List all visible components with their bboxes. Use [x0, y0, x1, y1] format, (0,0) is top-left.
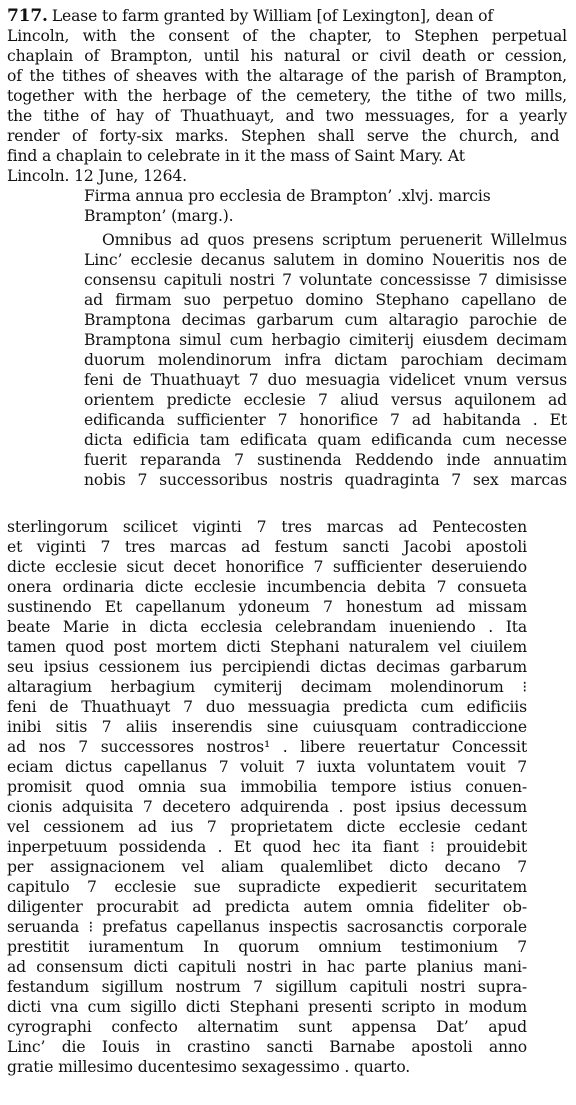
charter-line: edificanda sufficienter 7 honorifice 7 ad habitanda . Et [84, 411, 567, 429]
charter-line: festandum sigillum nostrum 7 sigillum capituli nostri supra- [7, 978, 527, 996]
charter-line: promisit quod omnia sua immobilia tempore istius conuen- [7, 778, 527, 796]
summary-line: find a chaplain to celebrate in it the mass of Saint Mary. At [7, 147, 465, 165]
summary-text: Lease to farm granted by William [of Lexington], dean of [51, 7, 494, 25]
charter-line: onera ordinaria dicte ecclesie incumbencia debita 7 consueta [7, 578, 527, 596]
charter-line: inperpetuum possidenda . Et quod hec ita fiant ⁝ prouidebit [7, 838, 527, 856]
charter-line: ad firmam suo perpetuo domino Stephano capellano de [84, 291, 567, 309]
summary-line: the tithe of hay of Thuathuayt, and two messuages, for a yearly [7, 107, 567, 125]
charter-line: dicti vna cum sigillo dicti Stephani presenti scripto in modum [7, 998, 527, 1016]
charter-line: per assignacionem vel aliam qualemlibet dicto decano 7 [7, 858, 527, 876]
charter-line: beate Marie in dicta ecclesia celebrandam inueniendo . Ita [7, 618, 527, 636]
summary-line: Lincoln. 12 June, 1264. [7, 167, 187, 185]
charter-line: eciam dictus capellanus 7 voluit 7 iuxta voluntatem vouit 7 [7, 758, 527, 776]
charter-line: consensu capituli nostri 7 voluntate concessisse 7 dimisisse [84, 271, 567, 289]
charter-line: Bramptona decimas garbarum cum altaragio parochie de [84, 311, 567, 329]
entry-number: 717. [7, 6, 48, 26]
charter-line: Bramptona simul cum herbagio cimiterij eiusdem decimam [84, 331, 567, 349]
summary-line: Lincoln, with the consent of the chapter, to Stephen perpetual [7, 27, 567, 45]
charter-line: dicta edificia tam edificata quam edificanda cum necesse [84, 431, 567, 449]
summary-line: chaplain of Brampton, until his natural or civil death or cession, [7, 47, 567, 65]
charter-line: feni de Thuathuayt 7 duo mesuagia videlicet vnum versus [84, 371, 567, 389]
charter-line: seruanda ⁝ prefatus capellanus inspectis sacrosanctis corporale [7, 918, 527, 936]
charter-line: sustinendo Et capellanum ydoneum 7 honestum ad missam [7, 598, 527, 616]
charter-line: fuerit reparanda 7 sustinenda Reddendo inde annuatim [84, 451, 567, 469]
charter-line: Omnibus ad quos presens scriptum peruenerit Willelmus [102, 231, 567, 249]
charter-line: dicte ecclesie sicut decet honorifice 7 sufficienter deseruiendo [7, 558, 527, 576]
charter-line: Linc’ die Iouis in crastino sancti Barnabe apostoli anno [7, 1038, 527, 1056]
rubric-line: Firma annua pro ecclesia de Brampton’ .xlvj. marcis [84, 187, 491, 205]
charter-line: duorum molendinorum infra dictam parochiam decimam [84, 351, 567, 369]
charter-line: prestitit iuramentum In quorum omnium testimonium 7 [7, 938, 527, 956]
summary-line: of the tithes of sheaves with the altarage of the parish of Brampton, [7, 67, 567, 85]
charter-line: inibi sitis 7 aliis inserendis sine cuiusquam contradiccione [7, 718, 527, 736]
charter-line: capitulo 7 ecclesie sue supradicte expedierit securitatem [7, 878, 527, 896]
charter-line: ad nos 7 successores nostros¹ . libere reuertatur Concessit [7, 738, 527, 756]
summary-line [7, 6, 493, 26]
charter-line: tamen quod post mortem dicti Stephani naturalem vel ciuilem [7, 638, 527, 656]
charter-line: nobis 7 successoribus nostris quadraginta 7 sex marcas [84, 471, 567, 489]
charter-line: cyrographi confecto alternatim sunt appensa Dat’ apud [7, 1018, 527, 1036]
charter-line: cionis adquisita 7 decetero adquirenda . post ipsius decessum [7, 798, 527, 816]
charter-line: orientem predicte ecclesie 7 aliud versus aquilonem ad [84, 391, 567, 409]
charter-line: sterlingorum scilicet viginti 7 tres marcas ad Pentecosten [7, 518, 527, 536]
charter-line: altaragium herbagium cymiterij decimam molendinorum ⁝ [7, 678, 527, 696]
charter-line: gratie millesimo ducentesimo sexagessimo . quarto. [7, 1058, 411, 1076]
charter-line: vel cessionem ad ius 7 proprietatem dicte ecclesie cedant [7, 818, 527, 836]
charter-line: diligenter procurabit ad predicta autem omnia fideliter ob- [7, 898, 527, 916]
charter-line: Linc’ ecclesie decanus salutem in domino Noueritis nos de [84, 251, 567, 269]
summary-line: together with the herbage of the cemetery, the tithe of two mills, [7, 87, 567, 105]
charter-line: et viginti 7 tres marcas ad festum sancti Jacobi apostoli [7, 538, 527, 556]
summary-line: render of forty-six marks. Stephen shall serve the church, and [7, 127, 560, 145]
charter-line: seu ipsius cessionem ius percipiendi dictas decimas garbarum [7, 658, 527, 676]
charter-line: feni de Thuathuayt 7 duo messuagia predicta cum edificiis [7, 698, 527, 716]
rubric-line: Brampton’ (marg.). [84, 207, 234, 225]
charter-line: ad consensum dicti capituli nostri in hac parte planius mani- [7, 958, 527, 976]
